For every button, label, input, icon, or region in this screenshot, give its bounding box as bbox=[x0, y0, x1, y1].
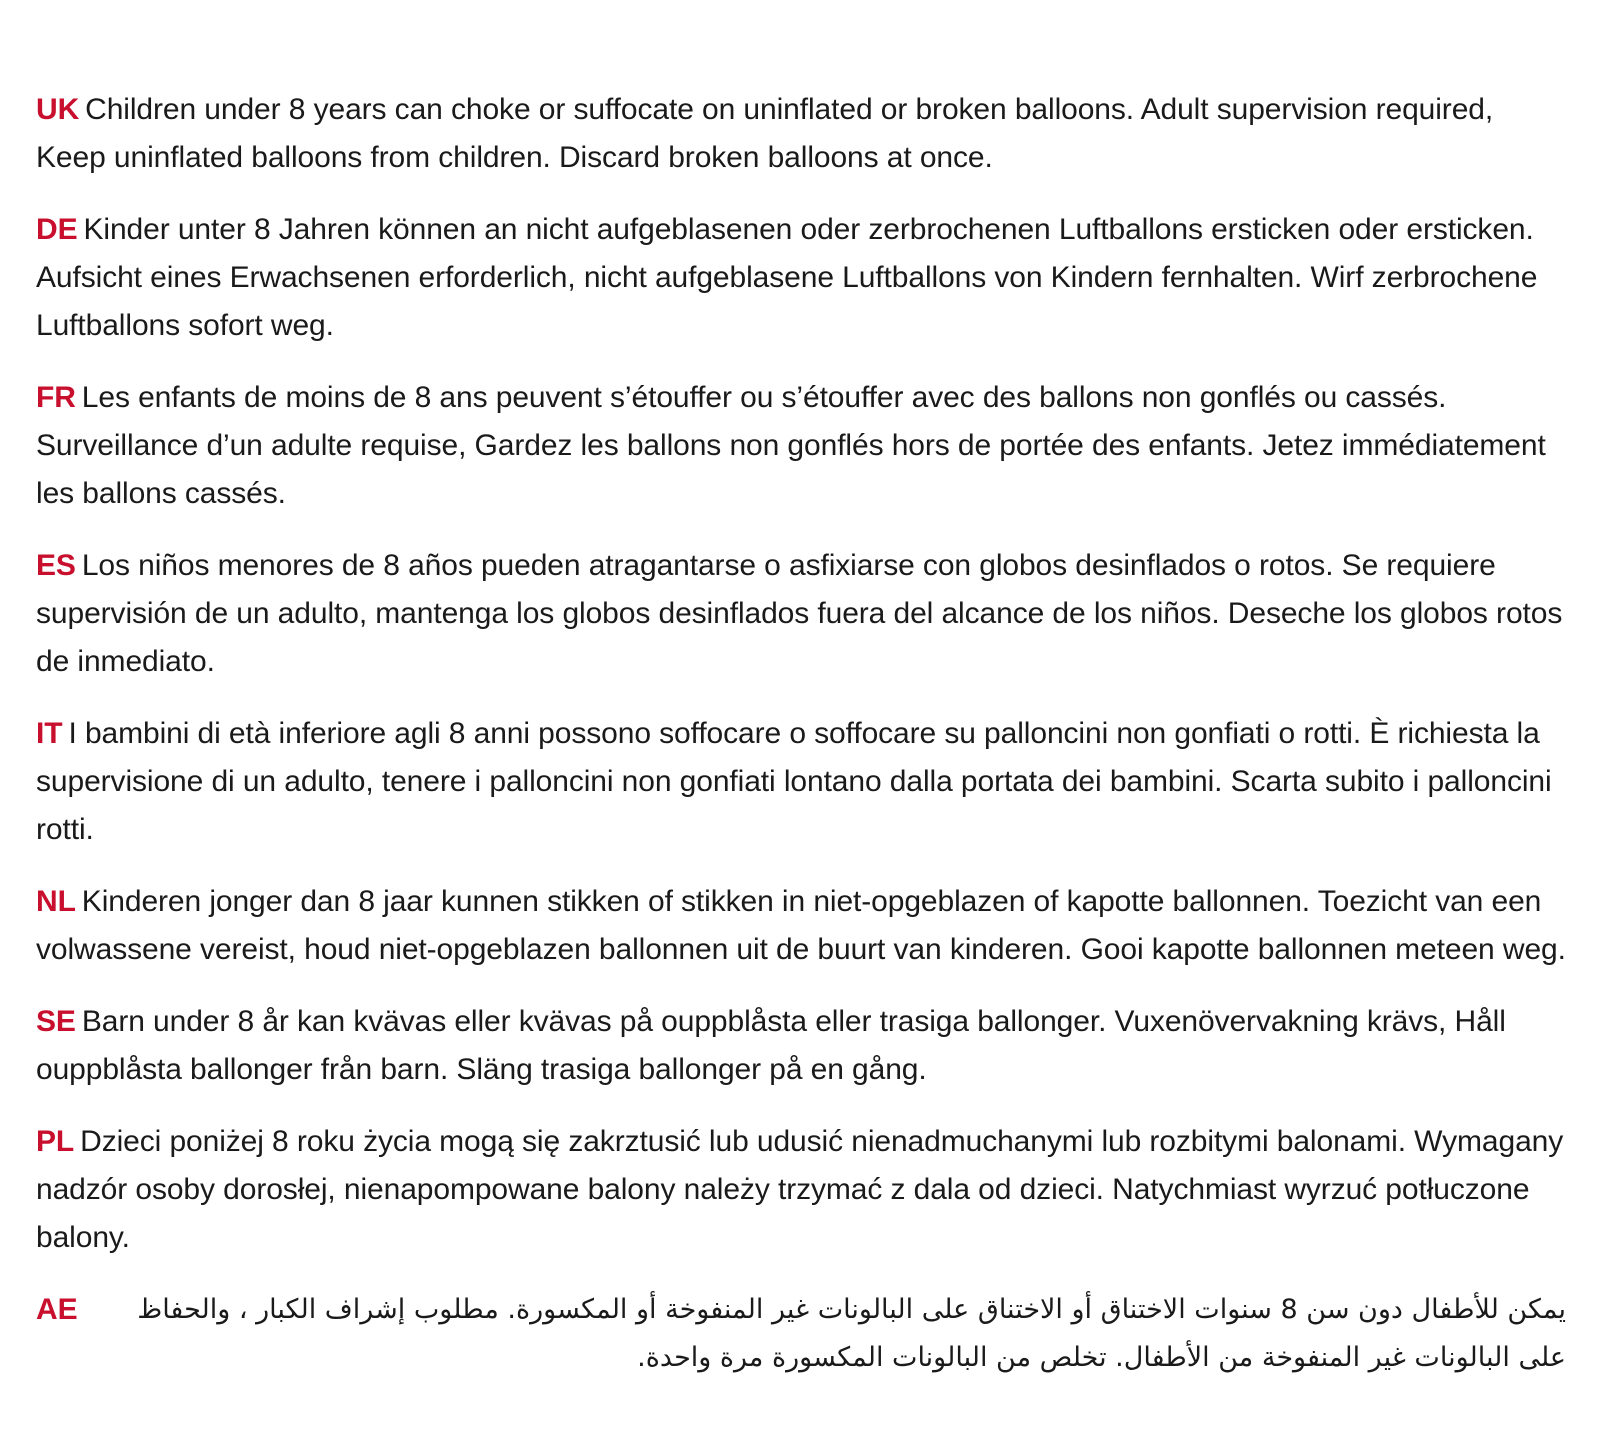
warning-text-uk: Children under 8 years can choke or suffocate on uninflated or broken balloons. Adult supervision required, Keep uninflated balloons from children. Discard broken balloons at once. bbox=[36, 93, 1494, 174]
warning-text-ae: يمكن للأطفال دون سن 8 سنوات الاختناق أو الاختناق على البالونات غير المنفوخة أو المكسورة. مطلوب إشراف الكبار ، والحفاظ على البالونات غير المنفوخة من الأطفال. تخلص من البالونات المكسورة مرة واحدة. bbox=[137, 1294, 1566, 1373]
warning-document bbox=[36, 86, 1566, 1382]
warning-text-se: Barn under 8 år kan kvävas eller kvävas på ouppblåsta eller trasiga ballonger. Vuxenövervakning krävs, Håll ouppblåsta ballonger från barn. Släng trasiga ballonger på en gång. bbox=[36, 1005, 1506, 1086]
warning-text-it: I bambini di età inferiore agli 8 anni possono soffocare o soffocare su palloncini non gonfiati o rotti. È richiesta la supervisione di un adulto, tenere i palloncini non gonfiati lontano dalla portata dei bambini. Scarta subito i palloncini rotti. bbox=[36, 717, 1552, 846]
language-code-es: ES bbox=[36, 549, 76, 582]
warning-de bbox=[36, 206, 1566, 350]
warning-nl bbox=[36, 878, 1566, 974]
language-code-it: IT bbox=[36, 717, 63, 750]
language-code-pl: PL bbox=[36, 1125, 75, 1158]
warning-text-pl: Dzieci poniżej 8 roku życia mogą się zakrztusić lub udusić nienadmuchanymi lub rozbitymi balonami. Wymagany nadzór osoby dorosłej, nienapompowane balony należy trzymać z dala od dzieci. Natychmiast wyrzuć potłuczone balony. bbox=[36, 1125, 1564, 1254]
language-code-se: SE bbox=[36, 1005, 76, 1038]
warning-fr bbox=[36, 374, 1566, 518]
warning-ae bbox=[36, 1286, 1566, 1382]
warning-pl bbox=[36, 1118, 1566, 1262]
warning-es bbox=[36, 542, 1566, 686]
warning-text-fr: Les enfants de moins de 8 ans peuvent s’étouffer ou s’étouffer avec des ballons non gonflés ou cassés. Surveillance d’un adulte requise, Gardez les ballons non gonflés hors de portée des enfants. Jetez immédiatement les ballons cassés. bbox=[36, 381, 1546, 510]
warning-text-de: Kinder unter 8 Jahren können an nicht aufgeblasenen oder zerbrochenen Luftballons ersticken oder ersticken. Aufsicht eines Erwachsenen erforderlich, nicht aufgeblasene Luftballons von Kindern fernhalten. Wirf zerbrochene Luftballons sofort weg. bbox=[36, 213, 1538, 342]
language-code-ae: AE bbox=[36, 1293, 78, 1326]
language-code-fr: FR bbox=[36, 381, 76, 414]
warning-se bbox=[36, 998, 1566, 1094]
language-code-de: DE bbox=[36, 213, 78, 246]
language-code-nl: NL bbox=[36, 885, 76, 918]
warning-it bbox=[36, 710, 1566, 854]
warning-text-es: Los niños menores de 8 años pueden atragantarse o asfixiarse con globos desinflados o rotos. Se requiere supervisión de un adulto, mantenga los globos desinflados fuera del alcance de los niños. Deseche los globos rotos de inmediato. bbox=[36, 549, 1563, 678]
warning-uk bbox=[36, 86, 1566, 182]
language-code-uk: UK bbox=[36, 93, 80, 126]
warning-text-nl: Kinderen jonger dan 8 jaar kunnen stikken of stikken in niet-opgeblazen of kapotte ballonnen. Toezicht van een volwassene vereist, houd niet-opgeblazen ballonnen uit de buurt van kinderen. Gooi kapotte ballonnen meteen weg. bbox=[36, 885, 1566, 966]
